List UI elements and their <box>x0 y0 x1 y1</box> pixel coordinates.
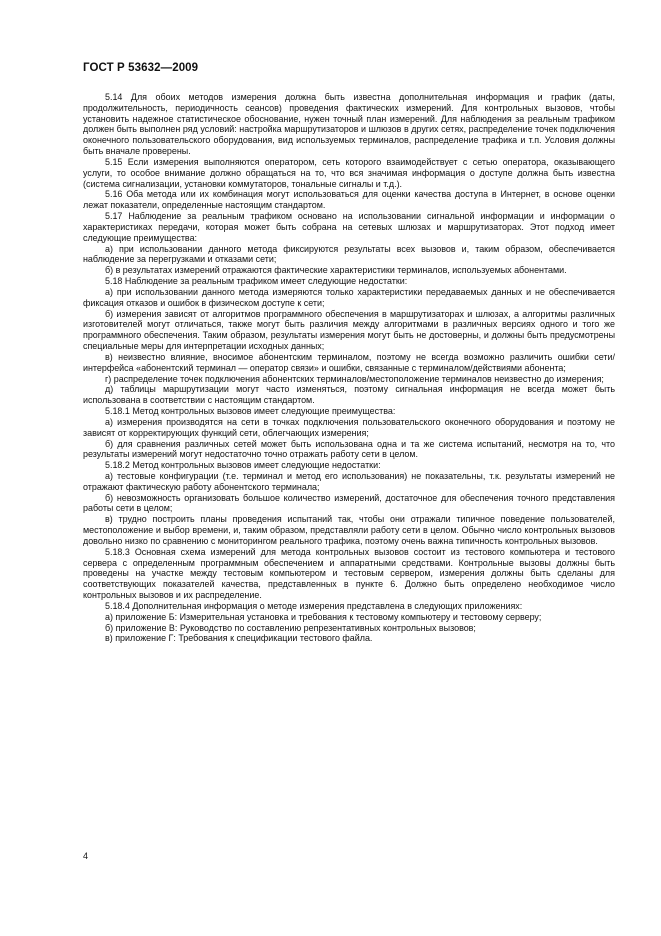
paragraph: б) для сравнения различных сетей может быть использована одна и та же система испытаний, несмотря на то, что результаты измерений могут недостаточно точно отражать работу сети в целом. <box>83 438 615 460</box>
paragraph: б) в результатах измерений отражаются фактические характеристики терминалов, используемых абонентами. <box>105 265 567 276</box>
paragraph: б) измерения зависят от алгоритмов программного обеспечения в маршрутизаторах и шлюзах, а алгоритмы различных изготовителей могут отличаться, также могут быть различия между алгоритмами в различных версиях одного и того же программного обеспечения. Таким образом, результаты измерения могут быть не достоверны, и должны быть предусмотрены специальные меры для интерпретации исходных данных; <box>83 308 615 352</box>
paragraph: 5.16 Оба метода или их комбинация могут использоваться для оценки качества доступа в Интернет, в основе оценки лежат показатели, определенные настоящим стандартом. <box>83 189 615 211</box>
paragraph: а) при использовании данного метода фиксируются результаты всех вызовов и, таким образом, обеспечивается наблюдение за перегрузками и отказами сети; <box>83 243 615 265</box>
paragraph: в) приложение Г: Требования к спецификации тестового файла. <box>105 633 373 644</box>
paragraph: 5.18 Наблюдение за реальным трафиком имеет следующие недостатки: <box>105 276 408 287</box>
paragraph: б) невозможность организовать большое количество измерений, достаточное для обеспечения точного представления работы сети в целом; <box>83 492 615 514</box>
paragraph: 5.18.1 Метод контрольных вызовов имеет следующие преимущества: <box>105 406 396 417</box>
paragraph: 5.18.2 Метод контрольных вызовов имеет следующие недостатки: <box>105 460 381 471</box>
body-text <box>83 92 615 644</box>
paragraph: в) неизвестно влияние, вносимое абонентским терминалом, поэтому не всегда возможно различить ошибки сети/интерфейса «абонентский терминал — оператор связи» и ошибки, связанные с терминалом/действиями абонента; <box>83 351 615 373</box>
paragraph: 5.18.3 Основная схема измерений для метода контрольных вызовов состоит из тестового компьютера и тестового сервера с определенным программным обеспечением и аппаратными средствами. Контрольные вызовы должны быть проведены на участке между тестовым компьютером и тестовым сервером, измерения должны быть сделаны для соответствующих показателей качества, представленных в пункте 6. Должно быть определено необходимое число контрольных вызовов и их распределение. <box>83 546 615 601</box>
paragraph: 5.17 Наблюдение за реальным трафиком основано на использовании сигнальной информации и информации о характеристиках передачи, которая может быть собрана на сетевых шлюзах и маршрутизаторах. Этот подход имеет следующие преимущества: <box>83 211 615 243</box>
paragraph: д) таблицы маршрутизации могут часто изменяться, поэтому сигнальная информация не всегда может быть использована в соответствии с настоящим стандартом. <box>83 384 615 406</box>
paragraph: а) приложение Б: Измерительная установка и требования к тестовому компьютеру и тестовому серверу; <box>105 611 542 622</box>
paragraph: а) тестовые конфигурации (т.е. терминал и метод его использования) не показательны, т.к. результаты измерений не отражают фактическую работу абонентского терминала; <box>83 470 615 492</box>
page-number: 4 <box>83 851 89 861</box>
document-header: ГОСТ Р 53632—2009 <box>83 62 199 74</box>
paragraph: а) измерения производятся на сети в точках подключения пользовательского оконечного оборудования и поэтому не зависят от корректирующих функций сети, облегчающих измерения; <box>83 416 615 438</box>
paragraph: а) при использовании данного метода измеряются только характеристики передаваемых данных и не обеспечивается фиксация отказов и ошибок в физическом доступе к сети; <box>83 286 615 308</box>
paragraph: г) распределение точек подключения абонентских терминалов/местоположение терминалов неизвестно до измерения; <box>105 373 604 384</box>
paragraph: 5.14 Для обоих методов измерения должна быть известна дополнительная информация и график (даты, продолжительность, периодичность сеансов) проведения фактических измерений. Для контрольных вызовов, чтобы установить надежное статистическое обоснование, нужен точный план измерений. Для наблюдения за реальным трафиком должен быть выполнен ряд условий: настройка маршрутизаторов и шлюзов в других сетях, распределение точек подключения оконечного пользовательского оборудования, вид используемых терминалов, распределение трафика и т.п. Условия должны быть вначале проверены. <box>83 92 615 157</box>
paragraph: 5.15 Если измерения выполняются оператором, сеть которого взаимодействует с сетью оператора, оказывающего услуги, то особое внимание должно обращаться на то, что вся значимая информация о доступе должна быть известна (система сигнализации, установки коммутаторов, тональные сигналы и т.д.). <box>83 156 615 189</box>
paragraph: в) трудно построить планы проведения испытаний так, чтобы они отражали типичное поведение пользователей, местоположение и выбор времени, и, таким образом, представляли работу сети в целом. Обычно число контрольных вызовов довольно низко по сравнению с мониторингом реального трафика, поэтому очень важна типичность контрольных вызовов. <box>83 514 615 546</box>
paragraph: б) приложение В: Руководство по составлению репрезентативных контрольных вызовов; <box>105 622 476 633</box>
paragraph: 5.18.4 Дополнительная информация о методе измерения представлена в следующих приложениях: <box>105 600 523 611</box>
